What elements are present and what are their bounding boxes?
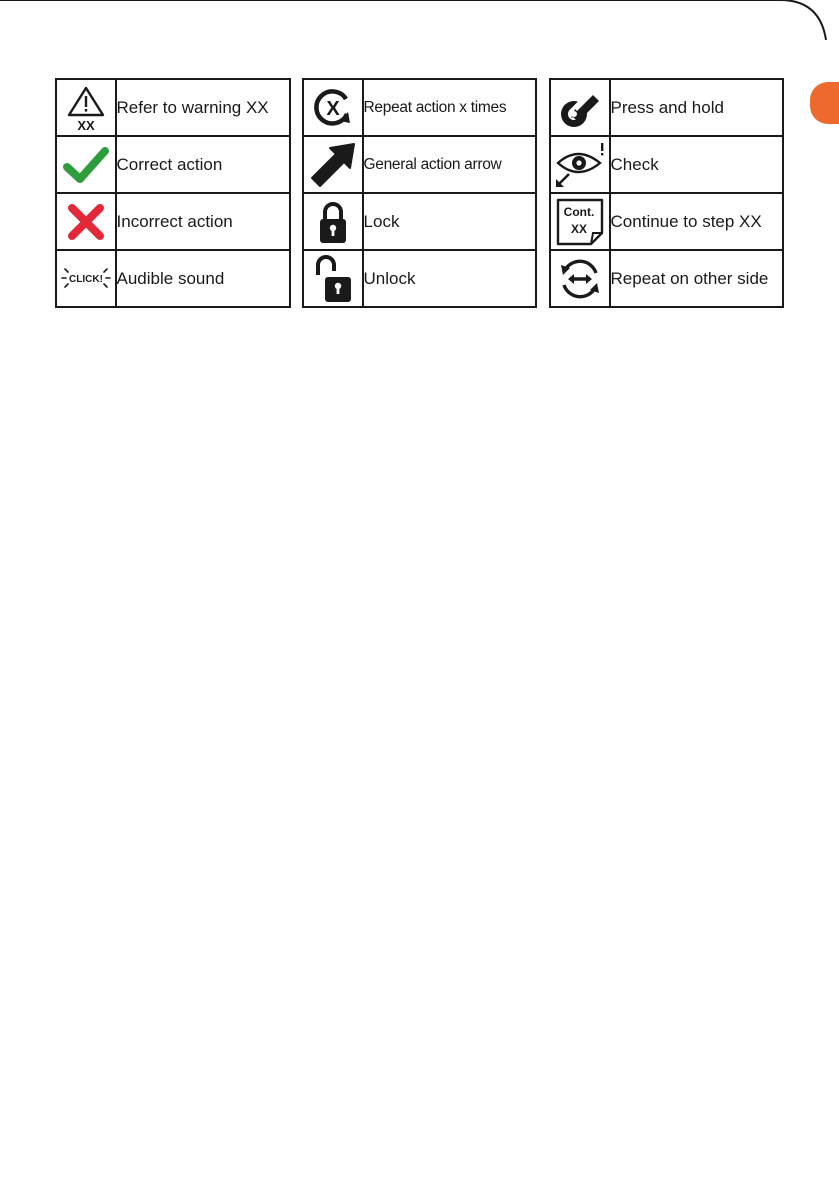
legend-label: General action arrow bbox=[363, 136, 536, 193]
legend-row bbox=[550, 79, 783, 136]
legend-icon-cell bbox=[56, 193, 116, 250]
legend-label: Refer to warning XX bbox=[116, 79, 290, 136]
click-icon-text: CLICK! bbox=[68, 273, 103, 285]
continue-note-icon bbox=[555, 197, 605, 247]
page-edge-curve bbox=[0, 0, 839, 60]
warning-triangle-icon bbox=[63, 84, 109, 132]
legend-icon-cell bbox=[56, 250, 116, 307]
press-hold-icon bbox=[557, 85, 603, 131]
unlock-icon bbox=[311, 253, 355, 305]
repeat-other-side-icon bbox=[557, 256, 603, 302]
legend-row bbox=[56, 250, 290, 307]
legend-label: Continue to step XX bbox=[610, 193, 783, 250]
legend-table-left bbox=[55, 78, 291, 308]
legend-icon-cell bbox=[303, 193, 363, 250]
legend-label: Press and hold bbox=[610, 79, 783, 136]
legend-icon-cell bbox=[56, 136, 116, 193]
legend-label: Check bbox=[610, 136, 783, 193]
warning-icon-text: XX bbox=[77, 117, 95, 132]
legend-icon-cell bbox=[550, 79, 610, 136]
legend-row bbox=[56, 79, 290, 136]
legend-icon-cell bbox=[550, 136, 610, 193]
section-tab-marker bbox=[810, 82, 839, 124]
legend-label: Audible sound bbox=[116, 250, 290, 307]
legend-row bbox=[56, 193, 290, 250]
legend-label: Lock bbox=[363, 193, 536, 250]
legend-row bbox=[550, 136, 783, 193]
cross-icon bbox=[64, 200, 108, 244]
legend-icon-cell bbox=[303, 136, 363, 193]
lock-icon bbox=[313, 198, 353, 246]
legend-label: Incorrect action bbox=[116, 193, 290, 250]
legend-label: Repeat on other side bbox=[610, 250, 783, 307]
legend-row bbox=[550, 193, 783, 250]
repeat-icon-text: X bbox=[326, 97, 340, 120]
legend-label: Unlock bbox=[363, 250, 536, 307]
continue-icon-text-1: Cont. bbox=[563, 204, 595, 219]
legend-label: Repeat action x times bbox=[363, 79, 536, 136]
legend-icon-cell bbox=[56, 79, 116, 136]
legend-table-right bbox=[549, 78, 784, 308]
legend-icon-cell bbox=[303, 79, 363, 136]
legend-row bbox=[303, 250, 536, 307]
action-arrow-icon bbox=[308, 140, 358, 190]
checkmark-icon bbox=[63, 145, 109, 185]
legend-row bbox=[303, 79, 536, 136]
legend-row bbox=[303, 193, 536, 250]
legend-icon-cell bbox=[550, 193, 610, 250]
legend-table-middle bbox=[302, 78, 537, 308]
legend-icon-cell bbox=[303, 250, 363, 307]
legend-row bbox=[550, 250, 783, 307]
eye-check-icon bbox=[554, 141, 606, 189]
repeat-x-times-icon bbox=[310, 85, 356, 131]
click-sound-icon bbox=[60, 261, 112, 297]
legend-icon-cell bbox=[550, 250, 610, 307]
continue-icon-text-2: XX bbox=[570, 221, 587, 236]
legend-row bbox=[303, 136, 536, 193]
legend-row bbox=[56, 136, 290, 193]
legend-label: Correct action bbox=[116, 136, 290, 193]
